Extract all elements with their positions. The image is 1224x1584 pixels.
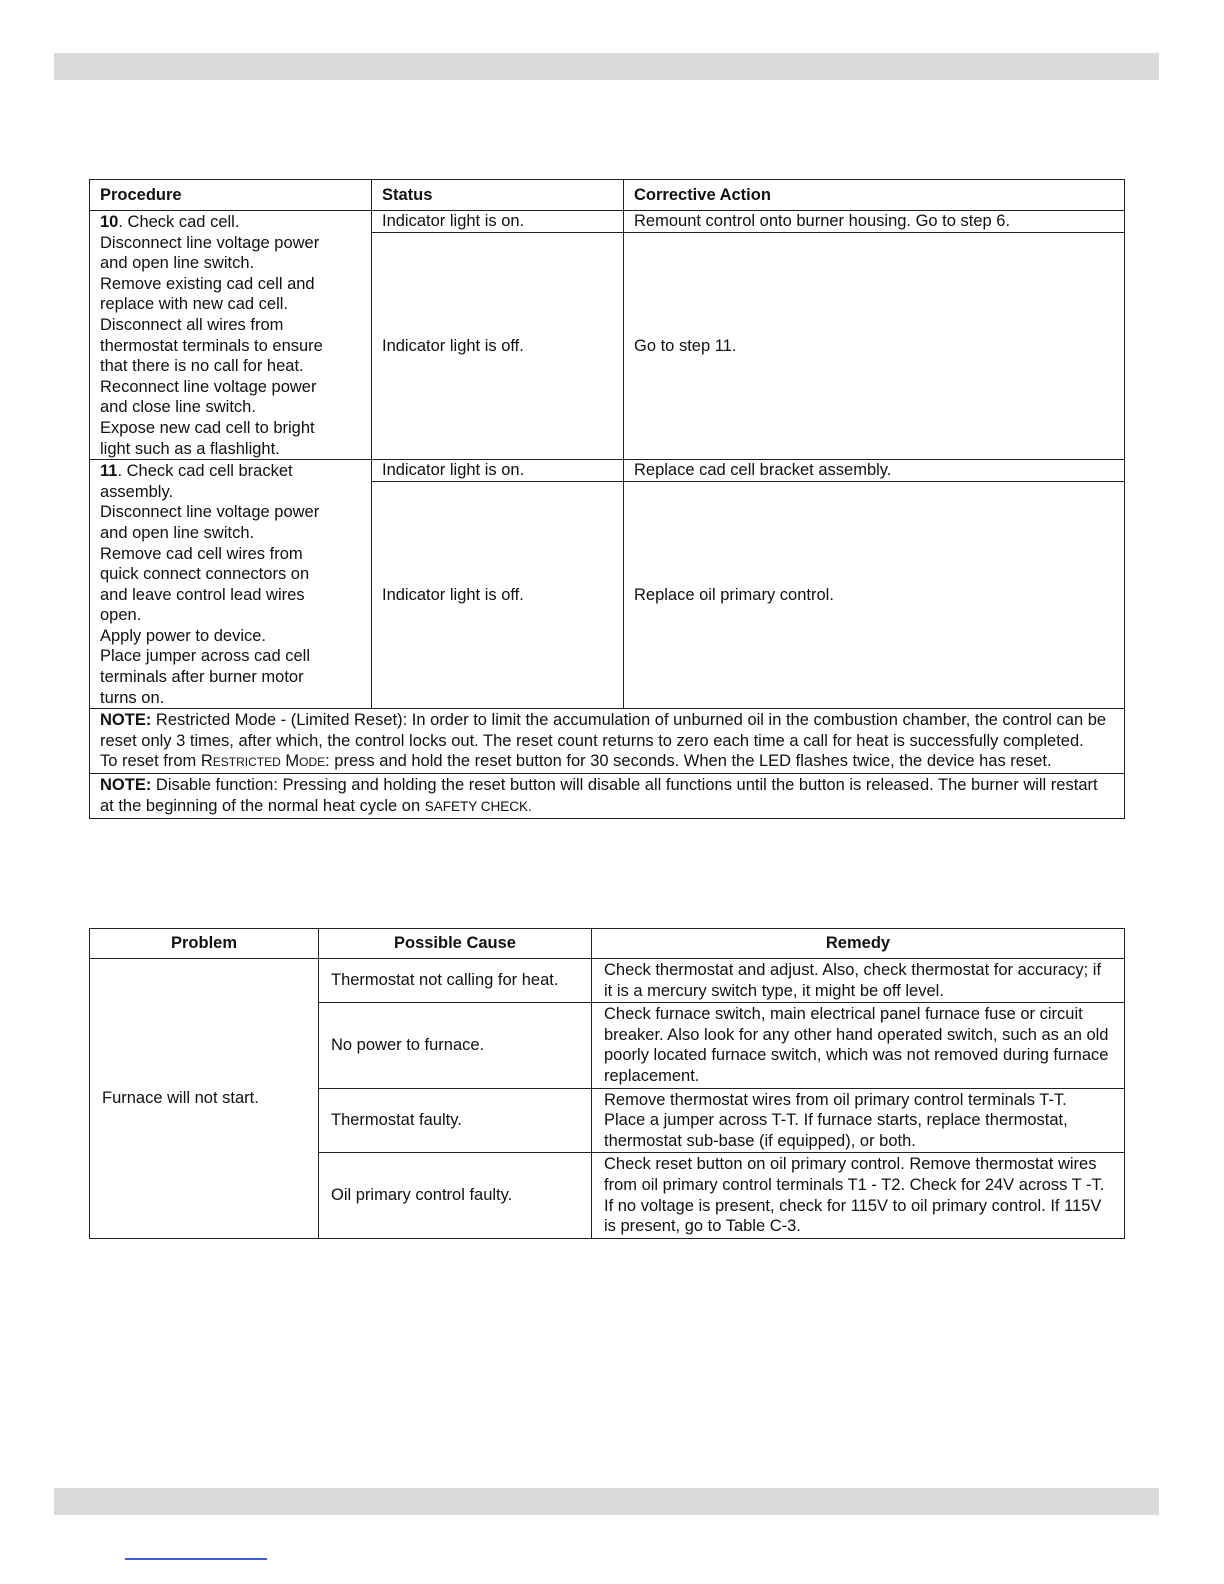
list-item: thermostat terminals to ensure <box>100 336 323 355</box>
list-item: Place jumper across cad cell <box>100 647 311 666</box>
table-row <box>90 211 1125 233</box>
list-item: Reconnect line voltage power <box>100 377 317 396</box>
problem-header: Problem <box>90 929 319 959</box>
footer-link-underline <box>125 1558 267 1560</box>
list-item: Expose new cad cell to bright <box>100 418 315 437</box>
furnace-troubleshooting-table <box>89 928 1125 1239</box>
list-item: light such as a flashlight. <box>100 439 280 458</box>
list-item: Remove cad cell wires from <box>100 544 303 563</box>
procedure-header: Procedure <box>90 180 372 211</box>
step-10-status-off: Indicator light is off. <box>372 233 624 460</box>
list-item: Disconnect line voltage power <box>100 503 320 522</box>
list-item: replace with new cad cell. <box>100 295 289 314</box>
footer-band <box>54 1488 1159 1515</box>
step-11-status-off: Indicator light is off. <box>372 482 624 709</box>
remedy-cell: Remove thermostat wires from oil primary control terminals T-T. Place a jumper across T-T. If furnace starts, replace thermostat, thermostat sub-base (if equipped), or both. <box>592 1088 1125 1153</box>
cause-cell: Thermostat not calling for heat. <box>319 959 592 1003</box>
header-band <box>54 53 1159 80</box>
step-10-title: 10. Check cad cell. <box>100 213 240 231</box>
remedy-cell: Check furnace switch, main electrical panel furnace fuse or circuit breaker. Also look for any other hand operated switch, such as an old poorly located furnace switch, which was not removed during furnace replacement. <box>592 1003 1125 1088</box>
cause-cell: No power to furnace. <box>319 1003 592 1088</box>
table-row <box>90 709 1125 774</box>
list-item: turns on. <box>100 688 165 707</box>
list-item: Remove existing cad cell and <box>100 274 315 293</box>
step-11-action-on: Replace cad cell bracket assembly. <box>624 460 1125 482</box>
remedy-cell: Check reset button on oil primary control. Remove thermostat wires from oil primary control terminals T1 - T2. Check for 24V across T -T. If no voltage is present, check for 115V to oil primary control. If 115V is present, go to Table C-3. <box>592 1153 1125 1238</box>
table-header-row <box>90 929 1125 959</box>
list-item: and open line switch. <box>100 254 255 273</box>
step-11-procedure <box>90 460 372 709</box>
list-item: open. <box>100 606 142 625</box>
step-10-action-on: Remount control onto burner housing. Go to step 6. <box>624 211 1125 233</box>
step-11-status-on: Indicator light is on. <box>372 460 624 482</box>
list-item: Apply power to device. <box>100 626 267 645</box>
step-10-action-off: Go to step 11. <box>624 233 1125 460</box>
list-item: that there is no call for heat. <box>100 357 304 376</box>
cause-cell: Thermostat faulty. <box>319 1088 592 1153</box>
remedy-header: Remedy <box>592 929 1125 959</box>
cause-cell: Oil primary control faulty. <box>319 1153 592 1238</box>
restricted-mode-note: NOTE: Restricted Mode - (Limited Reset): In order to limit the accumulation of unburned oil in the combustion chamber, the control can be reset only 3 times, after which, the control locks out. The reset count returns to zero each time a call for heat is successfully completed. To reset from Restricted Mode: press and hold the reset button for 30 seconds. When the LED flashes twice, the device has reset. <box>90 709 1125 774</box>
table-row <box>90 774 1125 819</box>
status-header: Status <box>372 180 624 211</box>
list-item: and close line switch. <box>100 398 256 417</box>
list-item: Disconnect line voltage power <box>100 233 320 252</box>
step-10-status-on: Indicator light is on. <box>372 211 624 233</box>
list-item: quick connect connectors on <box>100 565 310 584</box>
list-item: and open line switch. <box>100 523 255 542</box>
corrective-action-header: Corrective Action <box>624 180 1125 211</box>
list-item: Disconnect all wires from <box>100 315 284 334</box>
cad-cell-procedure-table <box>89 179 1125 819</box>
possible-cause-header: Possible Cause <box>319 929 592 959</box>
list-item: terminals after burner motor <box>100 668 304 687</box>
list-item: and leave control lead wires <box>100 585 305 604</box>
disable-function-note: NOTE: Disable function: Pressing and holding the reset button will disable all functions until the button is released. The burner will restart at the beginning of the normal heat cycle on SAFETY CHECK. <box>90 774 1125 819</box>
step-11-title: 11. Check cad cell bracket <box>100 462 293 481</box>
step-10-procedure <box>90 211 372 460</box>
table-header-row <box>90 180 1125 211</box>
table-row <box>90 959 1125 1003</box>
problem-cell: Furnace will not start. <box>90 959 319 1239</box>
remedy-cell: Check thermostat and adjust. Also, check thermostat for accuracy; if it is a mercury switch type, it might be off level. <box>592 959 1125 1003</box>
table-row <box>90 460 1125 482</box>
list-item: assembly. <box>100 482 174 501</box>
step-11-action-off: Replace oil primary control. <box>624 482 1125 709</box>
